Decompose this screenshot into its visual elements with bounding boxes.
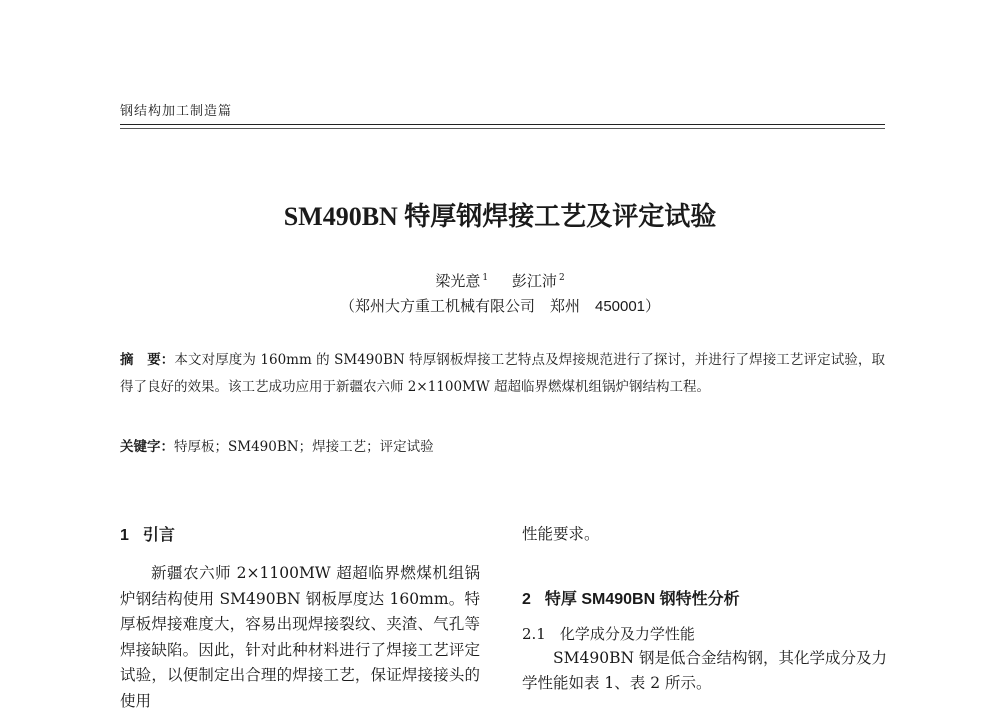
subsection-heading <box>522 623 887 644</box>
body-paragraph: SM490BN 钢是低合金结构钢，其化学成分及力学性能如表 1、表 2 所示。 <box>522 648 887 692</box>
author-affiliation-mark: 2 <box>558 273 565 283</box>
author-name: 梁光意 <box>435 272 481 290</box>
right-column <box>522 522 887 697</box>
subsection-title: 化学成分及力学性能 <box>559 624 695 643</box>
paper-title: SM490BN 特厚钢焊接工艺及评定试验 <box>283 202 717 231</box>
header-rule <box>120 124 885 125</box>
section-heading <box>522 586 887 609</box>
subsection-number: 2.1 <box>522 624 546 643</box>
section-title: 引言 <box>142 527 175 544</box>
abstract-label: 摘 要： <box>120 352 175 367</box>
abstract <box>120 346 885 401</box>
section-number: 2 <box>522 590 531 608</box>
section-number: 1 <box>120 527 129 544</box>
header-rule-thin <box>120 128 885 129</box>
running-header: 钢结构加工制造篇 <box>120 104 233 119</box>
section-title: 特厚 SM490BN 钢特性分析 <box>544 590 740 608</box>
author-affiliation-mark: 1 <box>482 273 489 283</box>
body-paragraph-continued: 性能要求。 <box>522 525 600 543</box>
keywords <box>120 435 885 455</box>
abstract-text: 本文对厚度为 160mm 的 SM490BN 特厚钢板焊接工艺特点及焊接规范进行了探讨，并进行了焊接工艺评定试验，取得了良好的效果。该工艺成功应用于新疆农六师 2×1100MW 超超临界燃煤机组锅炉钢结构工程。 <box>120 352 886 395</box>
keywords-label: 关键字： <box>120 439 174 454</box>
author-list <box>0 270 1000 291</box>
author-name: 彭江沛 <box>511 272 557 290</box>
affiliation: （郑州大方重工机械有限公司 郑州 450001） <box>339 298 661 315</box>
body-paragraph: 新疆农六师 2×1100MW 超超临界燃煤机组锅炉钢结构使用 SM490BN 钢板厚度达 160mm。特厚板焊接难度大，容易出现焊接裂纹、夹渣、气孔等焊接缺陷。因此，针对此种材料进行了焊接工艺评定试验，以便制定出合理的焊接工艺，保证焊接接头的使用 <box>120 564 480 710</box>
section-heading <box>120 522 480 545</box>
left-column <box>120 522 480 714</box>
keywords-text: 特厚板；SM490BN；焊接工艺；评定试验 <box>174 439 434 455</box>
